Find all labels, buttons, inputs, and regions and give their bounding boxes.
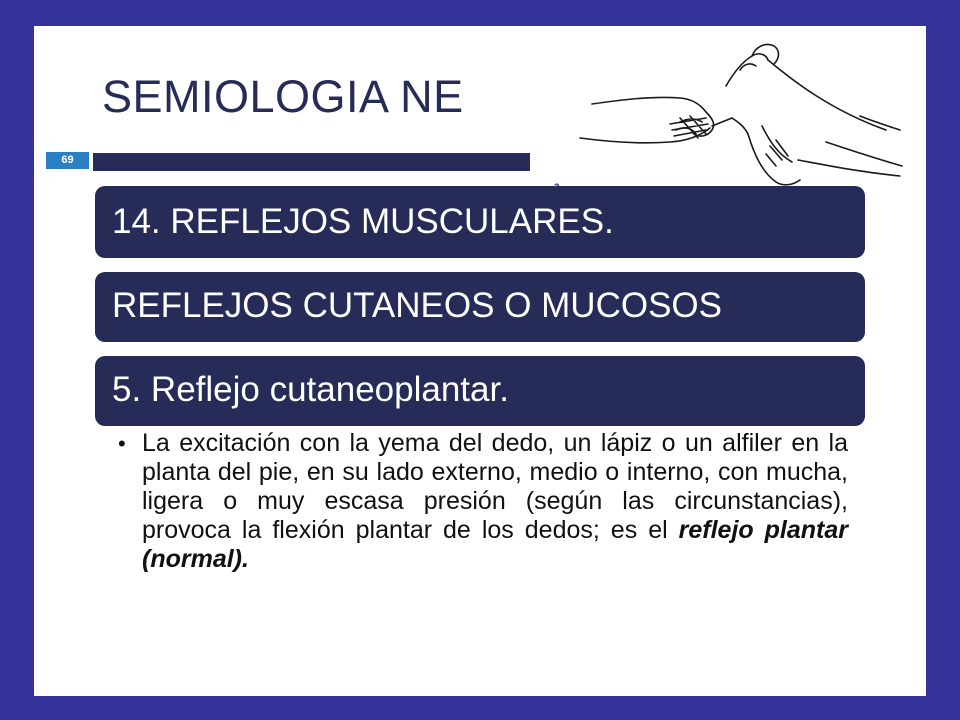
slide-title: SEMIOLOGIA NE bbox=[102, 71, 464, 122]
bullet-text-emphasis: reflejo plantar (normal). bbox=[142, 516, 848, 573]
bullet-text bbox=[142, 429, 848, 574]
heading-box-cutaneous-reflexes: REFLEJOS CUTANEOS O MUCOSOS bbox=[95, 272, 865, 342]
hand-foot-drawing-icon bbox=[530, 26, 926, 202]
heading-box-muscular-reflexes: 14. REFLEJOS MUSCULARES. bbox=[95, 186, 865, 258]
slide bbox=[34, 26, 926, 696]
bullet-item bbox=[118, 429, 848, 574]
page-number-badge: 69 bbox=[46, 152, 89, 169]
bullet-icon: • bbox=[118, 431, 126, 456]
reflex-illustration bbox=[530, 26, 926, 202]
heading-box-cutaneoplantar-reflex: 5. Reflejo cutaneoplantar. bbox=[95, 356, 865, 426]
bullet-text-plain: La excitación con la yema del dedo, un lápiz o un alfiler en la planta del pie, en su lado externo, medio o interno, con mucha, ligera o muy escasa presión (según las circunstancias), provoca la flexión plantar de los dedos; es el bbox=[142, 429, 848, 544]
